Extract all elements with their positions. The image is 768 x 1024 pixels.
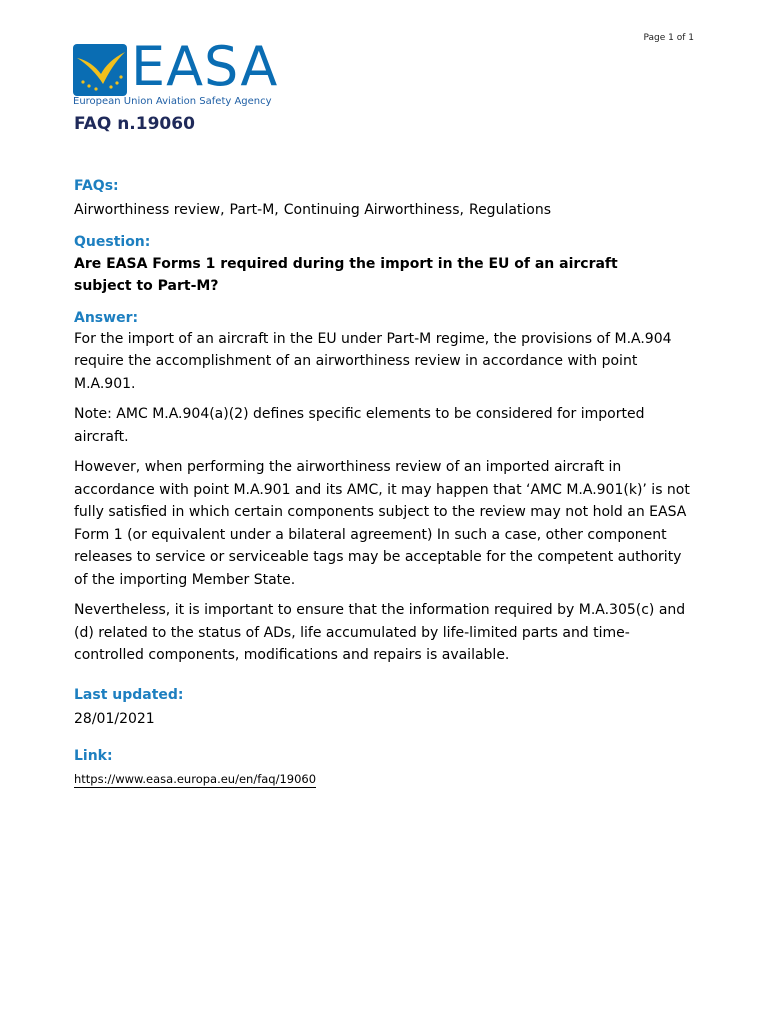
- question-label: Question:: [74, 233, 151, 250]
- easa-bird-emblem-icon: [73, 44, 127, 96]
- answer-body: [74, 328, 698, 667]
- last-updated-label: Last updated:: [74, 686, 184, 703]
- answer-paragraph: Note: AMC M.A.904(a)(2) defines specific elements to be considered for imported aircraft.: [74, 406, 645, 445]
- link-label: Link:: [74, 748, 113, 764]
- answer-paragraph: For the import of an aircraft in the EU under Part-M regime, the provisions of M.A.904 require the accomplishment of an airworthiness review in accordance with point M.A.901.: [74, 330, 672, 392]
- tag-part-m: Part-M,: [229, 202, 279, 218]
- page-number: Page 1 of 1: [643, 33, 694, 43]
- faq-content: [74, 112, 698, 787]
- tag-airworthiness-review: Airworthiness review,: [74, 202, 225, 218]
- faq-tags: [74, 199, 698, 222]
- last-updated-value: 28/01/2021: [74, 710, 155, 727]
- tag-regulations: Regulations: [468, 202, 552, 218]
- answer-label: Answer:: [74, 309, 139, 326]
- faq-link[interactable]: https://www.easa.europa.eu/en/faq/19060: [74, 772, 317, 786]
- question-line-1: Are EASA Forms 1 required during the import in the EU of an aircraft: [74, 255, 618, 272]
- easa-wordmark: EASA: [131, 35, 279, 98]
- question-line-2: subject to Part-M?: [74, 278, 219, 294]
- answer-paragraph: Nevertheless, it is important to ensure that the information required by M.A.305(c) and (d) related to the status of ADs, life accumulated by life-limited parts and time-controlled components, modifications and repairs is available.: [74, 602, 686, 663]
- easa-subtitle: European Union Aviation Safety Agency: [73, 96, 272, 107]
- faqs-label: FAQs:: [74, 178, 119, 194]
- faq-title: FAQ n.19060: [74, 114, 195, 134]
- tag-continuing-airworthiness: Continuing Airworthiness,: [283, 202, 464, 218]
- answer-paragraph: However, when performing the airworthiness review of an imported aircraft in accordance with point M.A.901 and its AMC, it may happen that ‘AMC M.A.901(k)’ is not fully satisfied in which certain components subject to the review may not hold an EASA Form 1 (or equivalent under a bilateral agreement) In such a case, other component releases to service or serviceable tags may be acceptable for the competent authority of the importing Member State.: [74, 459, 690, 588]
- easa-logo: [73, 35, 283, 112]
